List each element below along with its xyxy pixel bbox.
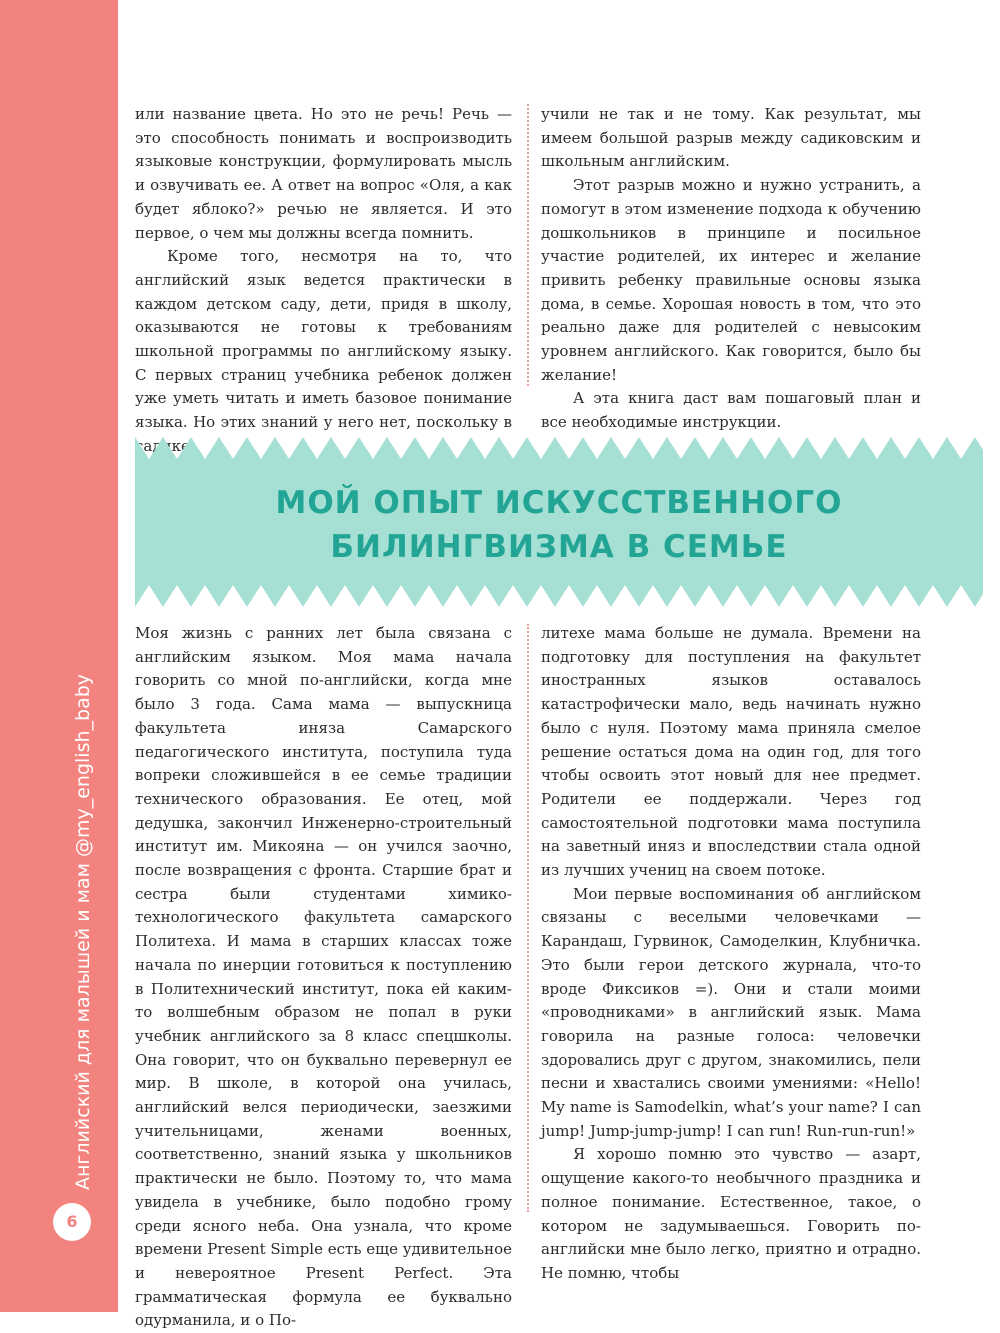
paragraph: Мои первые воспоминания об английском связаны с веселыми человечками — Карандаш, Гурвинок, Самоделкин, Клубничка. Это были герои детского журнала, что-то вроде Фиксиков =). Они и стали моими «проводниками» в английский язык. Мама говорила на разные голоса: человечки здоровались друг с другом, знакомились, пели песни и хвастались своими умениями: «Hello! My name is Samodelkin, what’s your name? I can jump! Jump-jump-jump! I can run! Run-run-run!»: [541, 884, 921, 1140]
running-title: Английский для малышей и мам @my_english_baby: [72, 673, 94, 1190]
paragraph: Кроме того, несмотря на то, что английский язык ведется практически в каждом детском саду, дети, придя в школу, оказываются не готовы к требованиям школьной программы по английскому языку. С первых страниц учебника ребенок должен уже уметь читать и иметь базовое понимание языка. Но этих знаний у него нет, поскольку в: [135, 247, 512, 432]
side-band: [0, 0, 118, 1312]
section-title-line-1: МОЙ ОПЫТ ИСКУССТВЕННОГО: [275, 485, 843, 521]
paragraph: учили не так и не тому. Как результат, мы имеем большой разрыв между садиковским и школьным английским.: [541, 105, 921, 171]
paragraph: литехе мама больше не думала. Времени на подготовку для поступления на факультет иностранных языков оставалось катастрофически мало, ведь начинать нужно было с нуля. Поэтому мама приняла смелое решение остаться дома на один год, для того чтобы освоить этот новый для нее предмет. Родители ее поддержали. Через год самостоятельной подготовки мама поступила на заветный иняз и впоследствии стала одной из лучших учениц на своем потоке.: [541, 624, 921, 880]
top-right-column: [541, 103, 921, 435]
bottom-left-column: [135, 622, 512, 1333]
paragraph: или название цвета. Но это не речь! Речь — это способность понимать и воспроизводить языковые конструкции, формулировать мысль и озвучивать ее. А ответ на вопрос «Оля, а как будет яблоко?» речью не является. И это первое, о чем мы должны всегда помнить.: [135, 105, 512, 242]
paragraph: А эта книга даст вам пошаговый план и все необходимые инструкции.: [541, 389, 921, 432]
page-number: 6: [53, 1203, 91, 1241]
bottom-right-column: [541, 622, 921, 1286]
section-title-line-2: БИЛИНГВИЗМА В СЕМЬЕ: [330, 529, 788, 565]
paragraph: Я хорошо помню это чувство — азарт, ощущение какого-то необычного праздника и полное понимание. Естественное, такое, о котором не задумываешься. Говорить по-английски мне было легко, приятно и отрадно. Не помню, чтобы: [541, 1145, 921, 1282]
paragraph: Этот разрыв можно и нужно устранить, а помогут в этом изменение подхода к обучению дошкольников в принципе и посильное участие родителей, их интерес и желание привить ребенку правильные основы языка дома, в семье. Хорошая новость в том, что это реально даже для родителей с невысоким уровнем английского. Как говорится, было бы желание!: [541, 176, 921, 384]
column-divider: [527, 104, 529, 386]
section-title: [135, 481, 983, 569]
column-divider: [527, 624, 529, 1212]
top-left-column: [135, 103, 512, 459]
section-banner: [135, 437, 983, 607]
paragraph: Моя жизнь с ранних лет была связана с английским языком. Моя мама начала говорить со мной по-английски, когда мне было 3 года. Сама мама — выпускница факультета иняза Самарского педагогического института, поступила туда вопреки сложившейся в ее семье традиции технического образования. Ее отец, мой дедушка, закончил Инженерно-строительный институт им. Микояна — он учился заочно, после возвращения с фронта. Старшие брат и сестра были студентами химико-технологического факультета самарского Политеха. И мама в старших классах тоже начала по инерции готовиться к поступлению в Политехнический институт, пока ей каким-то волшебным образом не попал в руки учебник английского за 8 класс спецшколы. Она говорит, что он буквально перевернул ее мир. В школе, в которой она училась, английский велся периодически, заезжими учительницами, женами военных, соответственно, знаний языка у школьников практически не было. Поэтому то, что мама увидела в учебнике, было подобно грому среди ясного неба. Она узнала, что кроме времени Present Simple есть еще удивительное и невероятное Present Perfect. Эта грамматическая формула ее буквально одурманила, и о По-: [135, 624, 512, 1330]
